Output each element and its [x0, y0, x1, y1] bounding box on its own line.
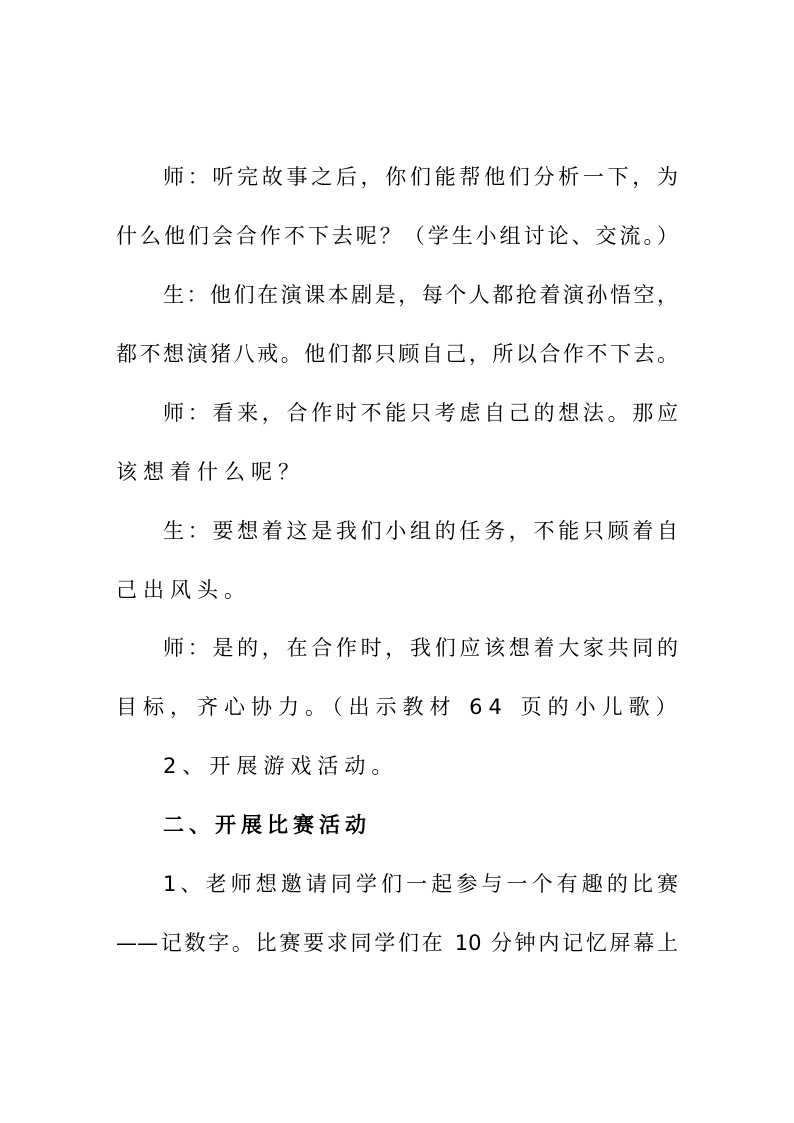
- paragraph-line-2: 什么他们会合作不下去呢？（学生小组讨论、交流。）: [116, 224, 678, 248]
- paragraph-line-11: 2、开展游戏活动。: [163, 754, 399, 778]
- paragraph-line-4: 都不想演猪八戒。他们都只顾自己，所以合作不下去。: [116, 342, 678, 366]
- paragraph-line-6: 该想着什么呢？: [116, 460, 305, 484]
- paragraph-line-1: 师：听完故事之后，你们能帮他们分析一下，为: [163, 165, 678, 189]
- paragraph-line-9: 师：是的，在合作时，我们应该想着大家共同的: [163, 636, 678, 660]
- paragraph-line-3: 生：他们在演课本剧是，每个人都抢着演孙悟空，: [163, 283, 678, 307]
- paragraph-line-5: 师：看来，合作时不能只考虑自己的想法。那应: [163, 401, 678, 425]
- paragraph-line-7: 生：要想着这是我们小组的任务，不能只顾着自: [163, 519, 678, 543]
- section-heading: 二、开展比赛活动: [163, 813, 371, 837]
- paragraph-line-10: 目标，齐心协力。（出示教材 64 页的小儿歌）: [116, 695, 683, 719]
- paragraph-line-13: ——记数字。比赛要求同学们在 10 分钟内记忆屏幕上: [116, 931, 678, 955]
- paragraph-line-8: 己出风头。: [116, 578, 251, 602]
- paragraph-line-12: 1、老师想邀请同学们一起参与一个有趣的比赛: [163, 872, 678, 896]
